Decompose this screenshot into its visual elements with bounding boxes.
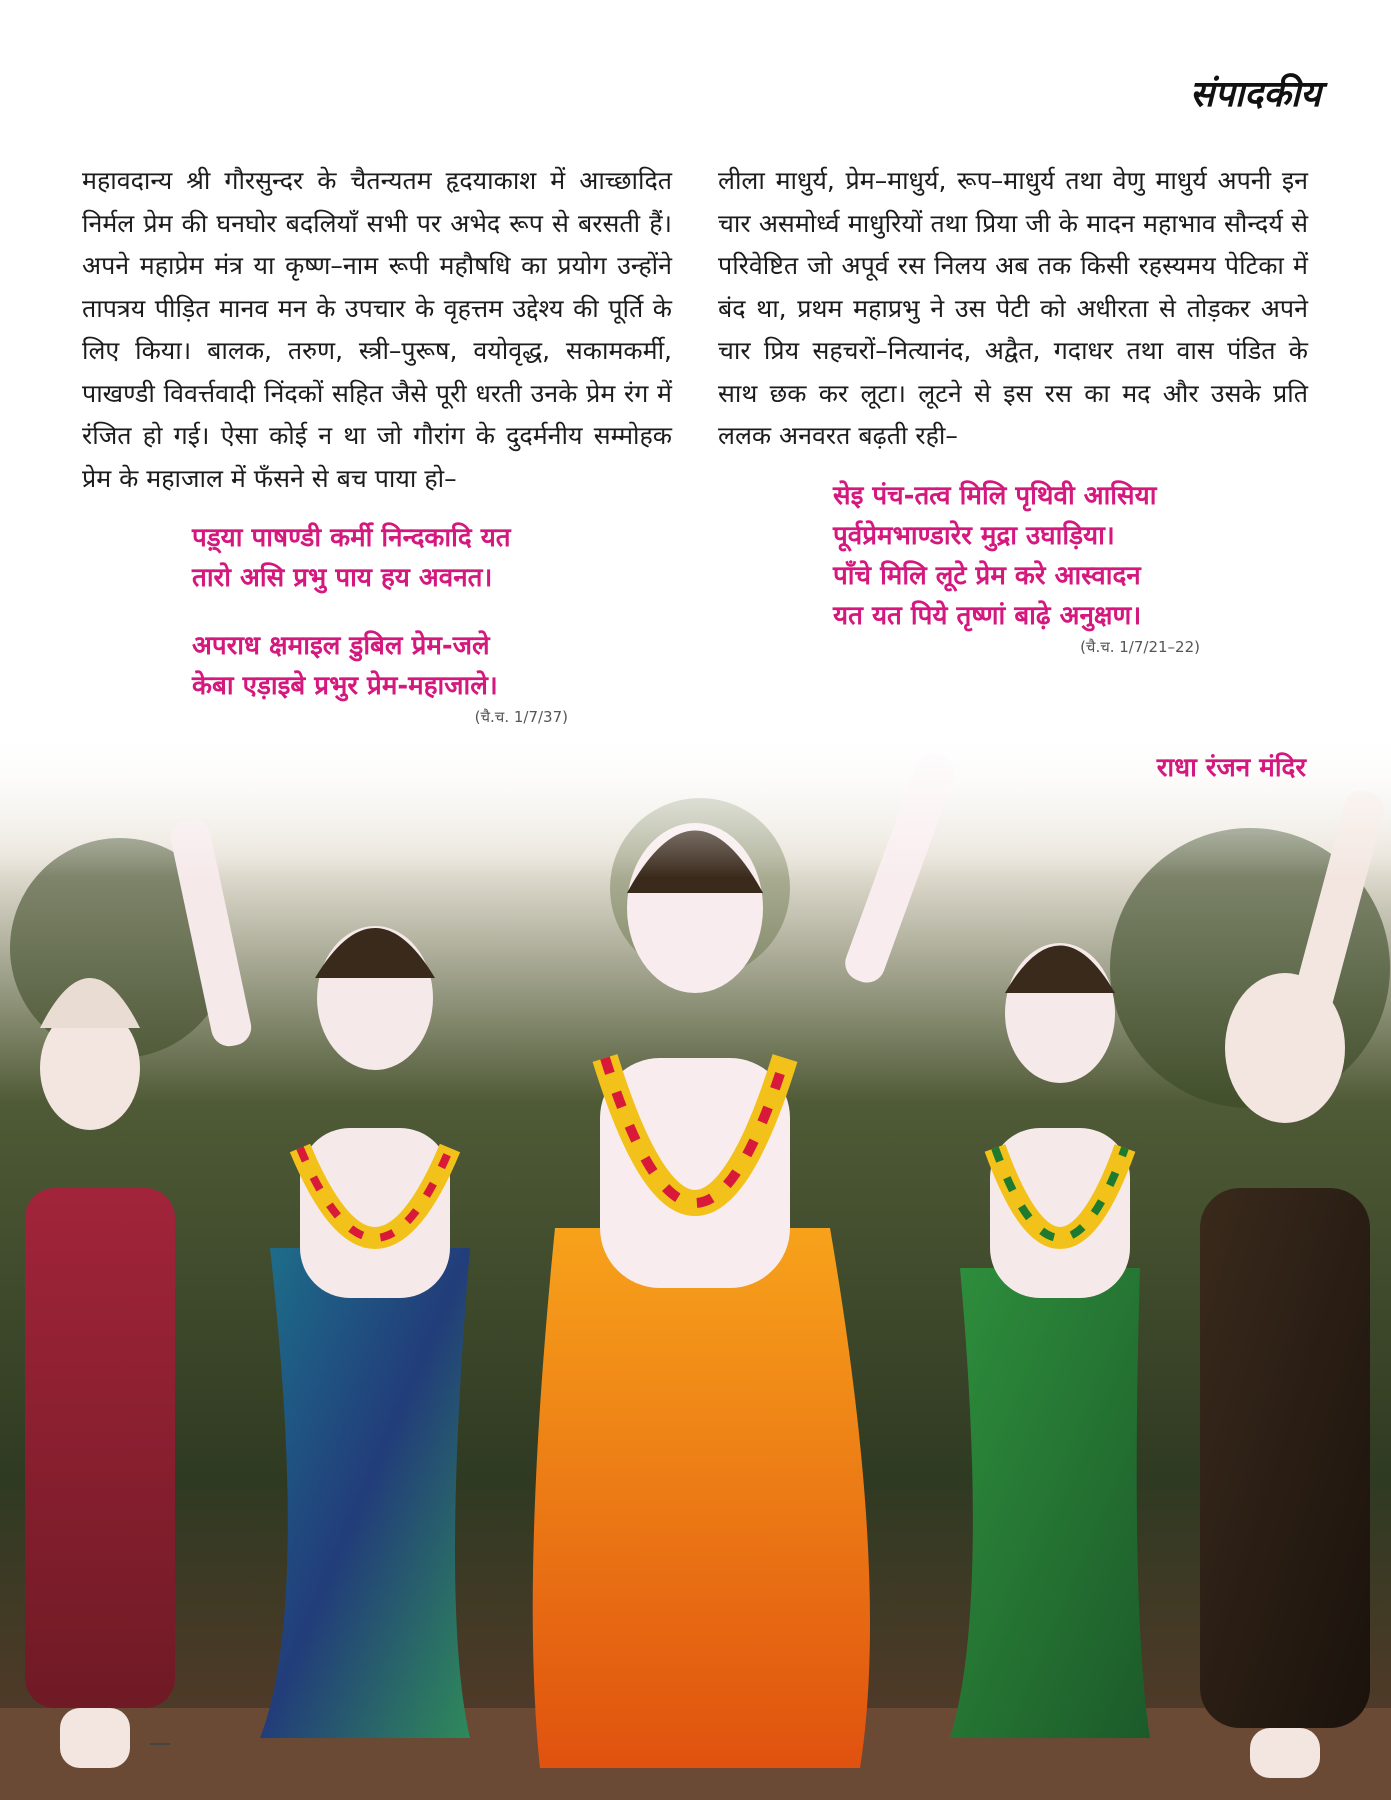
verse-reference: (चै.च. 1/7/21–22)	[1080, 637, 1200, 656]
verse-line: सेइ पंच-तत्व मिलि पृथिवी आसिया	[833, 480, 1157, 511]
right-paragraph: लीला माधुर्य, प्रेम–माधुर्य, रूप–माधुर्य तथा वेणु माधुर्य अपनी इन चार असमोर्ध्व माधुरियों तथा प्रिया जी के मादन महाभाव सौन्दर्य से परिवेष्टित जो अपूर्व रस निलय अब तक किसी रहस्यमय पेटिका में बंद था, प्रथम महाप्रभु ने उस पेटी को अधीरता से तोड़कर अपने चार प्रिय सहचरों–नित्यानंद, अद्वैत, गदाधर तथा वास पंडित के साथ छक कर लूटा। लूटने से इस रस का मद और उसके प्रति ललक अनवरत बढ़ती रही–	[718, 166, 1308, 450]
left-verse-1	[82, 518, 672, 598]
page-footer-mark	[150, 1743, 170, 1745]
verse-line: पड़्या पाषण्डी कर्मी निन्दकादि यत	[192, 523, 511, 553]
photo-caption: राधा रंजन मंदिर	[1156, 753, 1306, 783]
verse-line: यत यत पिये तृष्णां बाढ़े अनुक्षण।	[833, 600, 1142, 631]
verse-line: अपराध क्षमाइल डुबिल प्रेम-जले	[192, 631, 490, 661]
verse-line: तारो असि प्रभु पाय हय अवनत।	[192, 563, 493, 593]
verse-reference: (चै.च. 1/7/37)	[474, 708, 568, 726]
verse-line: पूर्वप्रेमभाण्डारेर मुद्रा उघाड़िया।	[833, 520, 1115, 551]
verse-line: केबा एड़ाइबे प्रभुर प्रेम-महाजाले।	[192, 671, 498, 701]
verse-line: पाँचे मिलि लूटे प्रेम करे आस्वादन	[833, 560, 1141, 591]
right-verse	[718, 476, 1308, 658]
right-column	[718, 160, 1308, 658]
left-paragraph: महावदान्य श्री गौरसुन्दर के चैतन्यतम हृदयाकाश में आच्छादित निर्मल प्रेम की घनघोर बदलियाँ सभी पर अभेद रूप से बरसती हैं। अपने महाप्रेम मंत्र या कृष्ण–नाम रूपी महौषधि का प्रयोग उन्होंने तापत्रय पीड़ित मानव मन के उपचार के वृहत्तम उद्देश्य की पूर्ति के लिए किया। बालक, तरुण, स्त्री–पुरूष, वयोवृद्ध, सकामकर्मी, पाखण्डी विवर्त्तवादी निंदकों सहित जैसे पूरी धरती उनके प्रेम रंग में रंजित हो गई। ऐसा कोई न था जो गौरांग के दुदर्मनीय सम्मोहक प्रेम के महाजाल में फँसने से बच पाया हो–	[82, 166, 672, 493]
section-title: संपादकीय	[1189, 73, 1321, 115]
deity-photo	[0, 728, 1391, 1800]
left-verse-2	[82, 626, 672, 728]
left-column	[82, 160, 672, 728]
